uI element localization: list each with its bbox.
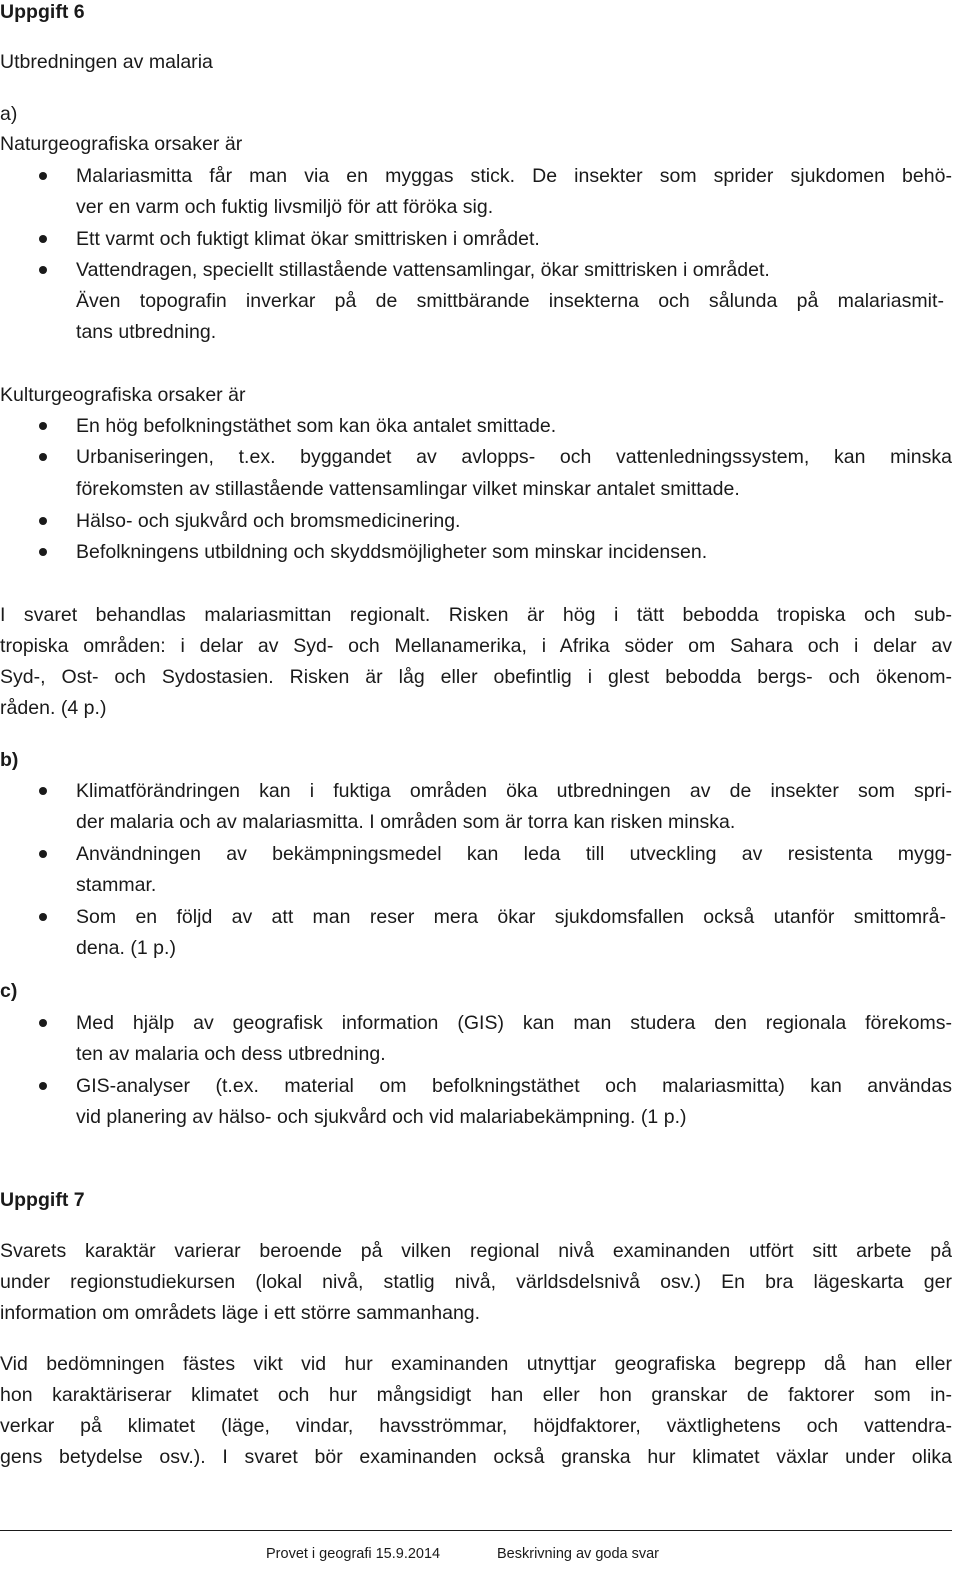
bullet-icon	[39, 1082, 47, 1090]
cultural-bullet-2-line-2: förekomsten av stillastående vattensamlingar vilket minskar antalet smittade.	[76, 478, 740, 500]
natural-bullet-1-line-1: Malariasmitta får man via en myggas stick. De insekter som sprider sjukdomen behö-	[76, 165, 952, 187]
natural-bullet-2: Ett varmt och fuktigt klimat ökar smittrisken i området.	[76, 228, 540, 250]
part-b-bullet-2-line-1: Användningen av bekämpningsmedel kan leda till utveckling av resistenta mygg-	[76, 843, 952, 865]
task7-p2-line-2: hon karaktäriserar klimatet och hur mångsidigt han eller hon granskar de faktorer som in-	[0, 1384, 952, 1406]
task6-subtitle: Utbredningen av malaria	[0, 51, 213, 73]
cultural-bullet-3: Hälso- och sjukvård och bromsmedicinering.	[76, 510, 461, 532]
task7-heading: Uppgift 7	[0, 1189, 85, 1211]
task7-p1-line-3: information om områdets läge i ett större sammanhang.	[0, 1302, 481, 1324]
cultural-bullet-1: En hög befolkningstäthet som kan öka antalet smittade.	[76, 415, 557, 437]
part-b-bullet-3-line-1: Som en följd av att man reser mera ökar sjukdomsfallen också utanför smittområ-	[76, 906, 946, 928]
part-b-bullet-1-line-2: der malaria och av malariasmitta. I områden som är torra kan risken minska.	[76, 811, 736, 833]
summary-line-1: I svaret behandlas malariasmittan regionalt. Risken är hög i tätt bebodda tropiska och sub-	[0, 604, 952, 626]
bullet-icon	[39, 453, 47, 461]
footer-exam-title: Provet i geografi 15.9.2014	[266, 1546, 441, 1562]
bullet-icon	[39, 517, 47, 525]
natural-bullet-3-line-3: tans utbredning.	[76, 321, 217, 343]
bullet-icon	[39, 422, 47, 430]
natural-bullet-1-line-2: ver en varm och fuktig livsmiljö för att föröka sig.	[76, 196, 494, 218]
task7-p2-line-1: Vid bedömningen fästes vikt vid hur examinanden utnyttjar geografiska begrepp då han eller	[0, 1353, 952, 1375]
bullet-icon	[39, 1019, 47, 1027]
bullet-icon	[39, 850, 47, 858]
part-b-bullet-1-line-1: Klimatförändringen kan i fuktiga områden öka utbredningen av de insekter som spri-	[76, 780, 952, 802]
task7-p1-line-1: Svarets karaktär varierar beroende på vilken regional nivå examinanden utfört sitt arbete på	[0, 1240, 952, 1262]
part-c-bullet-2-line-1: GIS-analyser (t.ex. material om befolkningstäthet och malariasmitta) kan användas	[76, 1075, 952, 1097]
natural-bullet-3-line-2: Även topografin inverkar på de smittbärande insekterna och sålunda på malariasmit-	[76, 290, 944, 312]
part-c-bullet-1-line-1: Med hjälp av geografisk information (GIS) kan man studera den regionala förekoms-	[76, 1012, 952, 1034]
cultural-bullet-2-line-1: Urbaniseringen, t.ex. byggandet av avlopps- och vattenledningssystem, kan minska	[76, 446, 952, 468]
part-c-bullet-1-line-2: ten av malaria och dess utbredning.	[76, 1043, 386, 1065]
summary-line-3: Syd-, Ost- och Sydostasien. Risken är låg eller obefintlig i glest bebodda bergs- och ökenom-	[0, 666, 952, 688]
task6-heading: Uppgift 6	[0, 1, 85, 23]
task7-p2-line-4: gens betydelse osv.). I svaret bör examinanden också granska hur klimatet växlar under olika	[0, 1446, 952, 1468]
bullet-icon	[39, 548, 47, 556]
bullet-icon	[39, 787, 47, 795]
cultural-causes-intro: Kulturgeografiska orsaker är	[0, 384, 246, 406]
part-c-label: c)	[0, 980, 18, 1002]
footer-divider	[0, 1530, 952, 1531]
part-c-bullet-2-line-2: vid planering av hälso- och sjukvård och vid malariabekämpning. (1 p.)	[76, 1106, 687, 1128]
part-b-bullet-2-line-2: stammar.	[76, 874, 157, 896]
part-a-label: a)	[0, 103, 18, 125]
bullet-icon	[39, 172, 47, 180]
cultural-bullet-4: Befolkningens utbildning och skyddsmöjligheter som minskar incidensen.	[76, 541, 708, 563]
task7-p2-line-3: verkar på klimatet (läge, vindar, havsströmmar, höjdfaktorer, växtlighetens och vattendra-	[0, 1415, 952, 1437]
part-b-label: b)	[0, 749, 19, 771]
task7-p1-line-2: under regionstudiekursen (lokal nivå, statlig nivå, världsdelsnivå osv.) En bra lägeskarta ger	[0, 1271, 952, 1293]
summary-line-2: tropiska områden: i delar av Syd- och Mellanamerika, i Afrika söder om Sahara och i delar av	[0, 635, 952, 657]
natural-bullet-3-line-1: Vattendragen, speciellt stillastående vattensamlingar, ökar smittrisken i området.	[76, 259, 770, 281]
natural-causes-intro: Naturgeografiska orsaker är	[0, 133, 243, 155]
summary-line-4: råden. (4 p.)	[0, 697, 107, 719]
bullet-icon	[39, 913, 47, 921]
bullet-icon	[39, 266, 47, 274]
part-b-bullet-3-line-2: dena. (1 p.)	[76, 937, 176, 959]
footer-description: Beskrivning av goda svar	[497, 1546, 659, 1562]
bullet-icon	[39, 235, 47, 243]
